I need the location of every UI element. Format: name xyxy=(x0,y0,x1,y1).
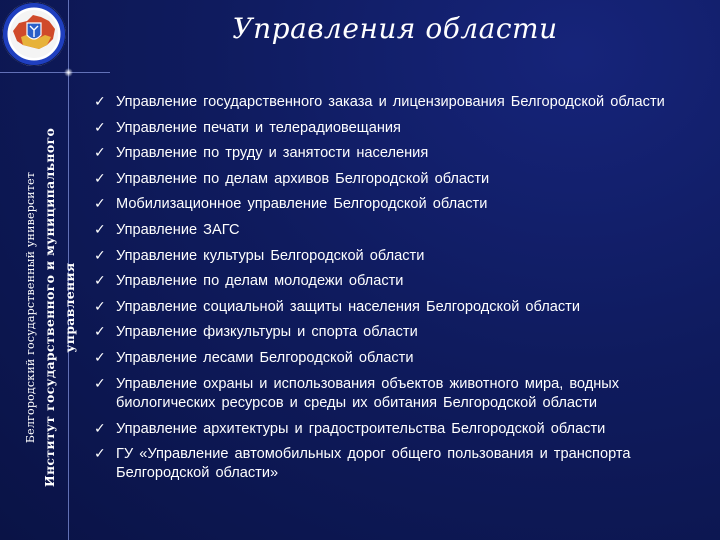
checkmark-icon: ✓ xyxy=(94,119,106,136)
checkmark-icon: ✓ xyxy=(94,247,106,264)
checkmark-icon: ✓ xyxy=(94,145,106,162)
list-item-text: Управление физкультуры и спорта области xyxy=(116,324,418,341)
list-item xyxy=(88,420,708,439)
list-item xyxy=(88,119,708,138)
divider-intersection-glow xyxy=(64,68,73,77)
checkmark-icon: ✓ xyxy=(94,375,106,392)
checkmark-icon: ✓ xyxy=(94,196,106,213)
list-item xyxy=(88,144,708,163)
list-item-text: ГУ «Управление автомобильных дорог общего пользования и транспорта Белгородской области» xyxy=(116,446,631,482)
list-item xyxy=(88,170,708,189)
regional-emblem-logo xyxy=(1,1,67,67)
checkmark-icon: ✓ xyxy=(94,446,106,463)
list-item-text: Мобилизационное управление Белгородской области xyxy=(116,196,488,213)
list-item xyxy=(88,195,708,214)
list-item-text: Управление социальной защиты населения Белгородской области xyxy=(116,298,581,315)
list-item-text: Управление по делам архивов Белгородской области xyxy=(116,170,490,187)
checkmark-icon: ✓ xyxy=(94,324,106,341)
list-item-text: Управление охраны и использования объектов животного мира, водных биологических ресурсов и среды их обитания Белгородской области xyxy=(116,375,620,411)
list-item xyxy=(88,349,708,368)
institute-name: Институт государственного и муниципального управления xyxy=(42,127,77,488)
list-item-text: Управление по делам молодежи области xyxy=(116,273,404,290)
checkmark-icon: ✓ xyxy=(94,94,106,110)
list-item xyxy=(88,93,708,112)
checkmark-icon: ✓ xyxy=(94,273,106,290)
list-item xyxy=(88,375,708,413)
list-item-text: Управление ЗАГС xyxy=(116,221,240,238)
checkmark-icon: ✓ xyxy=(94,298,106,315)
sidebar-caption xyxy=(22,90,77,525)
checkmark-icon: ✓ xyxy=(94,349,106,366)
list-item xyxy=(88,323,708,342)
list-item-text: Управление культуры Белгородской области xyxy=(116,247,425,264)
horizontal-divider xyxy=(0,72,110,73)
departments-list xyxy=(88,93,708,490)
list-item xyxy=(88,221,708,240)
checkmark-icon: ✓ xyxy=(94,221,106,238)
checkmark-icon: ✓ xyxy=(94,170,106,187)
checkmark-icon: ✓ xyxy=(94,420,106,437)
list-item xyxy=(88,298,708,317)
list-item-text: Управление лесами Белгородской области xyxy=(116,349,414,366)
university-name: Белгородский государственный университет xyxy=(24,171,37,444)
list-item-text: Управление архитектуры и градостроительства Белгородской области xyxy=(116,420,606,437)
list-item-text: Управление по труду и занятости населения xyxy=(116,145,429,162)
list-item-text: Управление печати и телерадиовещания xyxy=(116,119,401,136)
page-title: Управления области xyxy=(232,12,558,45)
list-item xyxy=(88,247,708,266)
list-item xyxy=(88,445,708,483)
list-item xyxy=(88,272,708,291)
list-item-text: Управление государственного заказа и лицензирования Белгородской области xyxy=(116,94,665,110)
